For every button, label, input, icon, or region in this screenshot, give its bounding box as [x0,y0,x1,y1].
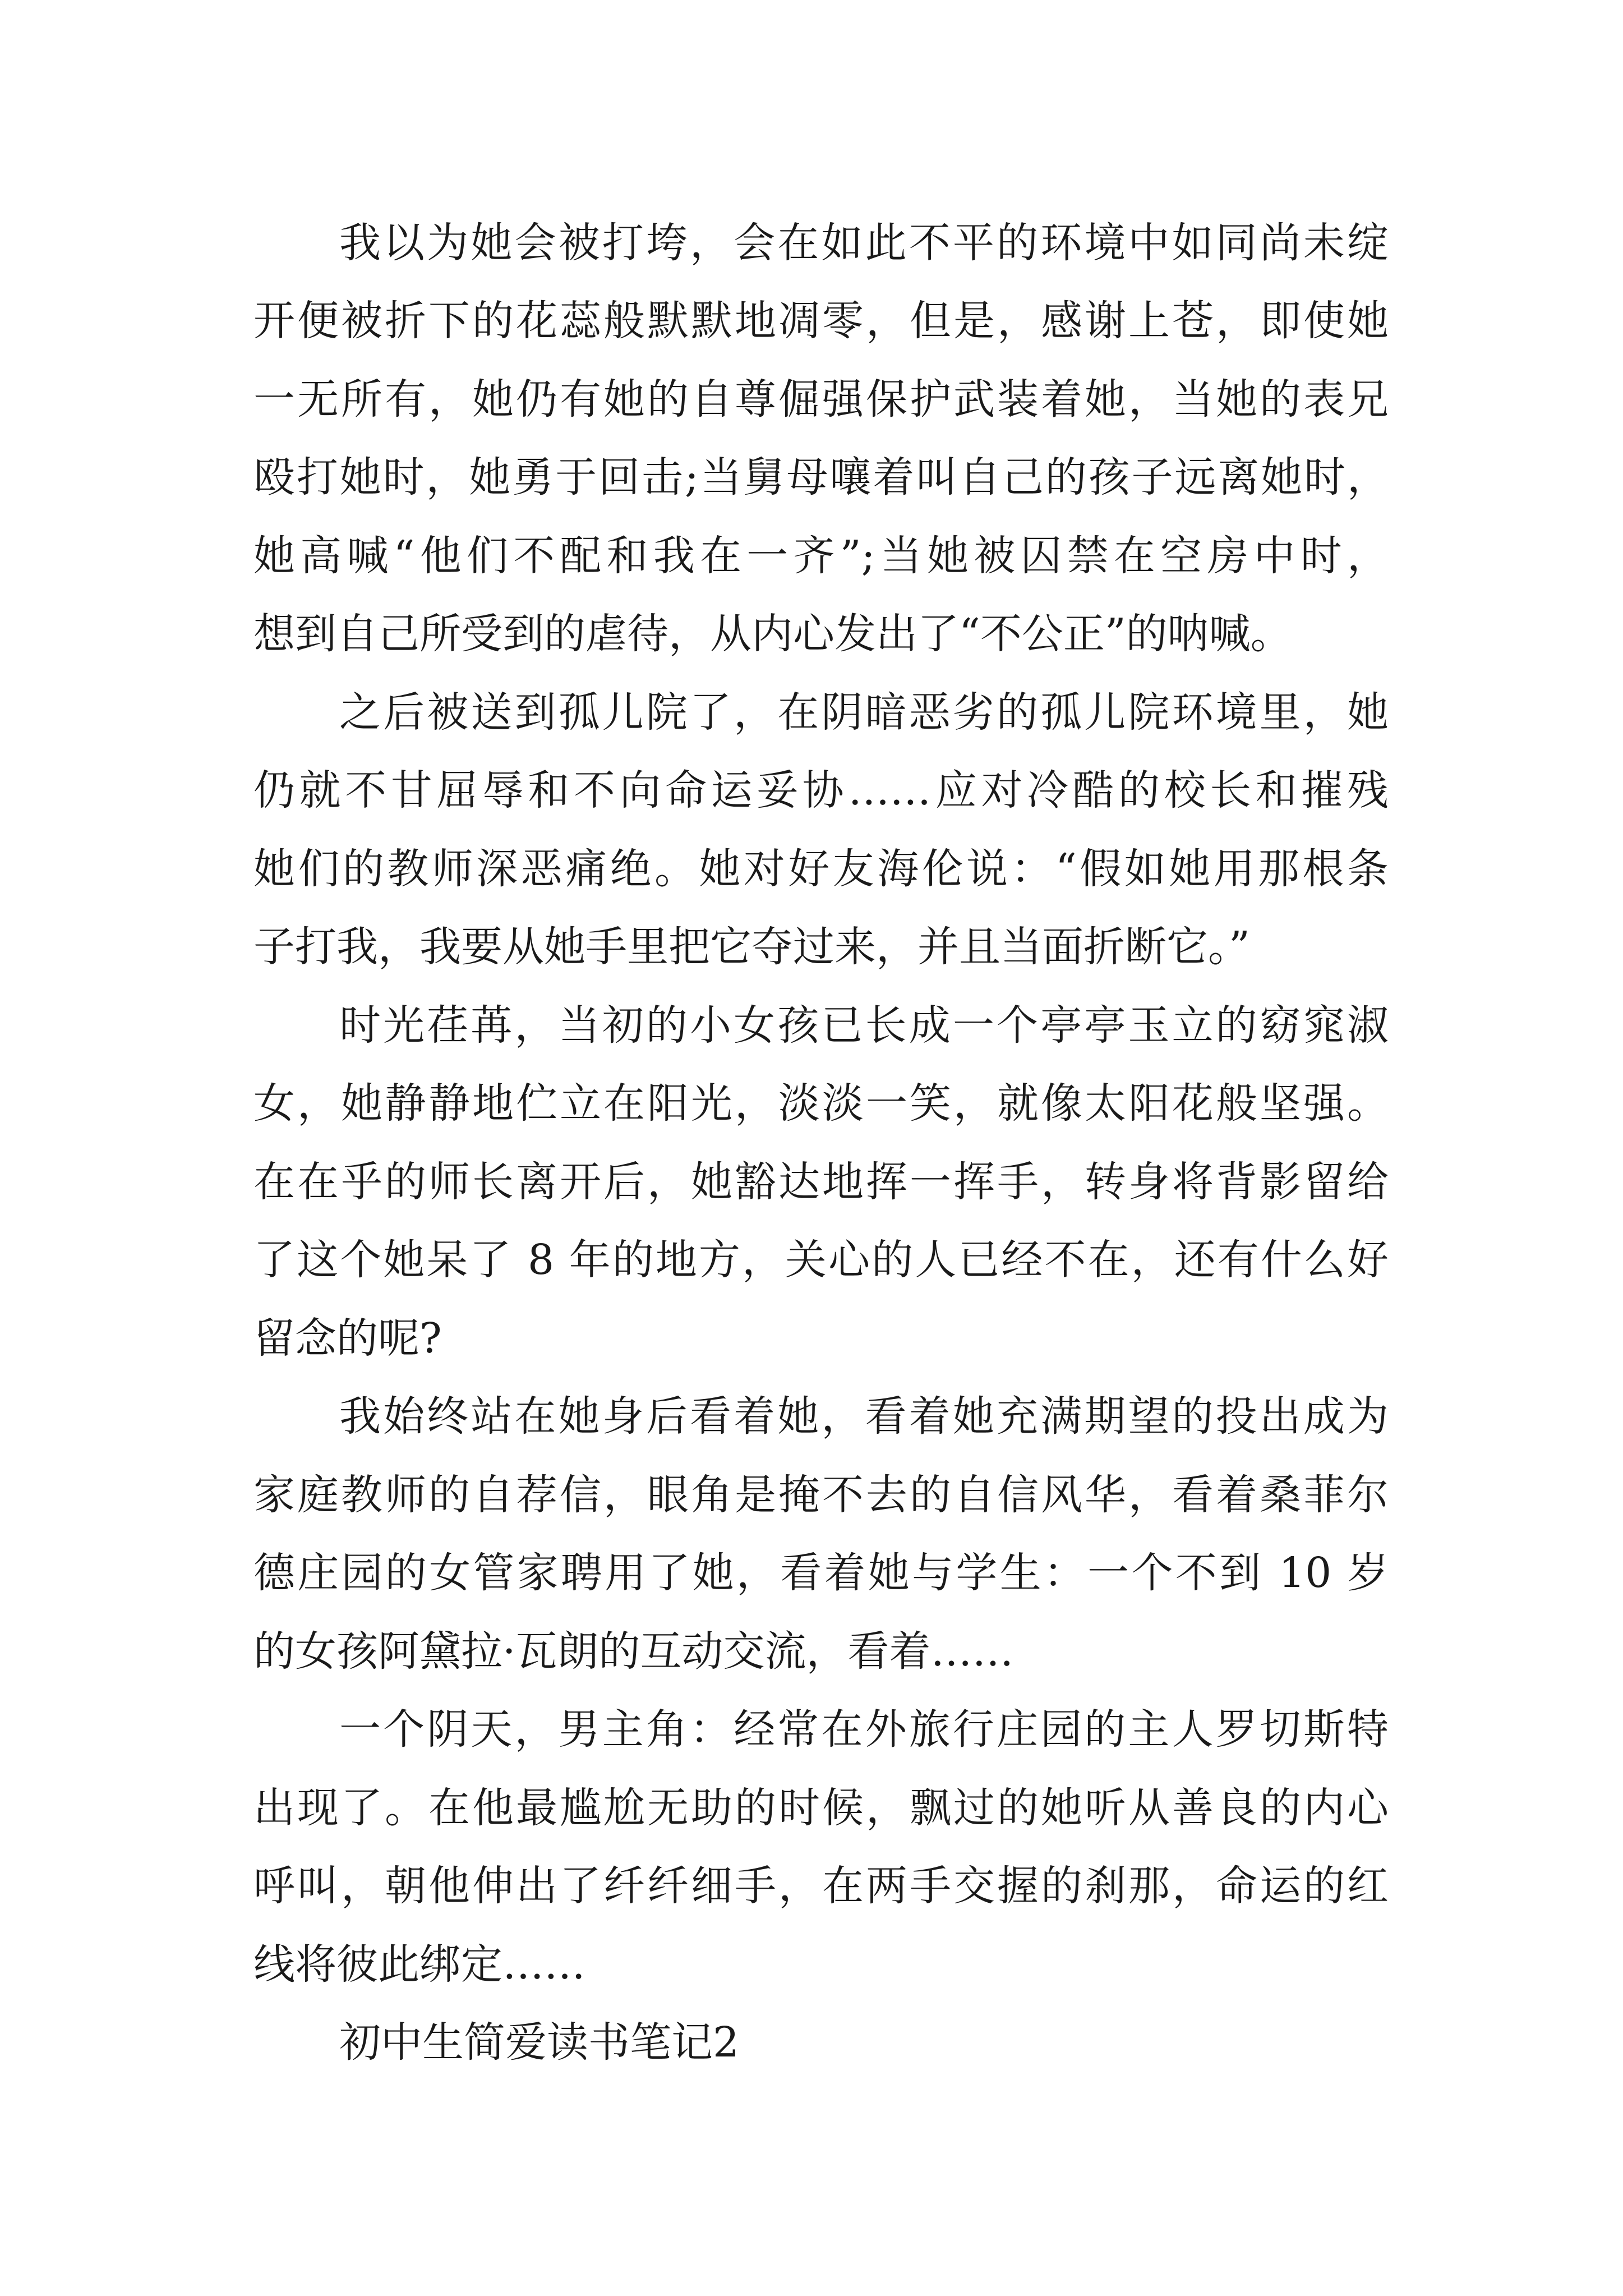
text-line: 了这个她呆了 8 年的地方，关心的人已经不在，还有什么好 [253,1236,1389,1284]
text-line: 她们的教师深恶痛绝。她对好友海伦说：“假如她用那根条 [253,845,1389,893]
text-line: 之后被送到孤儿院了，在阴暗恶劣的孤儿院环境里，她 [339,688,1389,737]
text-line: 时光荏苒，当初的小女孩已长成一个亭亭玉立的窈窕淑 [339,1001,1389,1050]
text-line: 子打我，我要从她手里把它夺过来，并且当面折断它。” [253,923,1250,971]
section-title: 初中生简爱读书笔记2 [339,2018,740,2067]
text-line: 我以为她会被打垮，会在如此不平的环境中如同尚未绽 [339,219,1389,267]
text-line: 一无所有，她仍有她的自尊倔强保护武装着她，当她的表兄 [253,375,1389,424]
text-line: 想到自己所受到的虐待，从内心发出了“不公正”的呐喊。 [253,610,1292,658]
text-line: 我始终站在她身后看着她，看着她充满期望的投出成为 [339,1392,1389,1441]
text-line: 一个阴天，男主角：经常在外旅行庄园的主人罗切斯特 [339,1705,1389,1754]
text-line: 仍就不甘屈辱和不向命运妥协……应对冷酷的校长和摧残 [253,766,1389,815]
text-line: 开便被折下的花蕊般默默地凋零，但是，感谢上苍，即使她 [253,297,1389,345]
text-line: 她高喊“他们不配和我在一齐”;当她被囚禁在空房中时， [253,532,1389,580]
text-line: 的女孩阿黛拉·瓦朗的互动交流，看着…… [253,1627,1014,1676]
text-line: 留念的呢? [253,1314,442,1363]
text-line: 殴打她时，她勇于回击;当舅母嚷着叫自己的孩子远离她时， [253,453,1389,501]
text-line: 家庭教师的自荐信，眼角是掩不去的自信风华，看着桑菲尔 [253,1471,1389,1519]
text-line: 呼叫，朝他伸出了纤纤细手，在两手交握的刹那，命运的红 [253,1862,1389,1910]
text-line: 线将彼此绑定…… [253,1940,585,1989]
text-line: 在在乎的师长离开后，她豁达地挥一挥手，转身将背影留给 [253,1158,1389,1206]
text-line: 女，她静静地伫立在阳光，淡淡一笑，就像太阳花般坚强。 [253,1079,1389,1128]
text-line: 德庄园的女管家聘用了她，看着她与学生：一个不到 10 岁 [253,1549,1389,1597]
text-line: 出现了。在他最尴尬无助的时候，飘过的她听从善良的内心 [253,1784,1389,1832]
